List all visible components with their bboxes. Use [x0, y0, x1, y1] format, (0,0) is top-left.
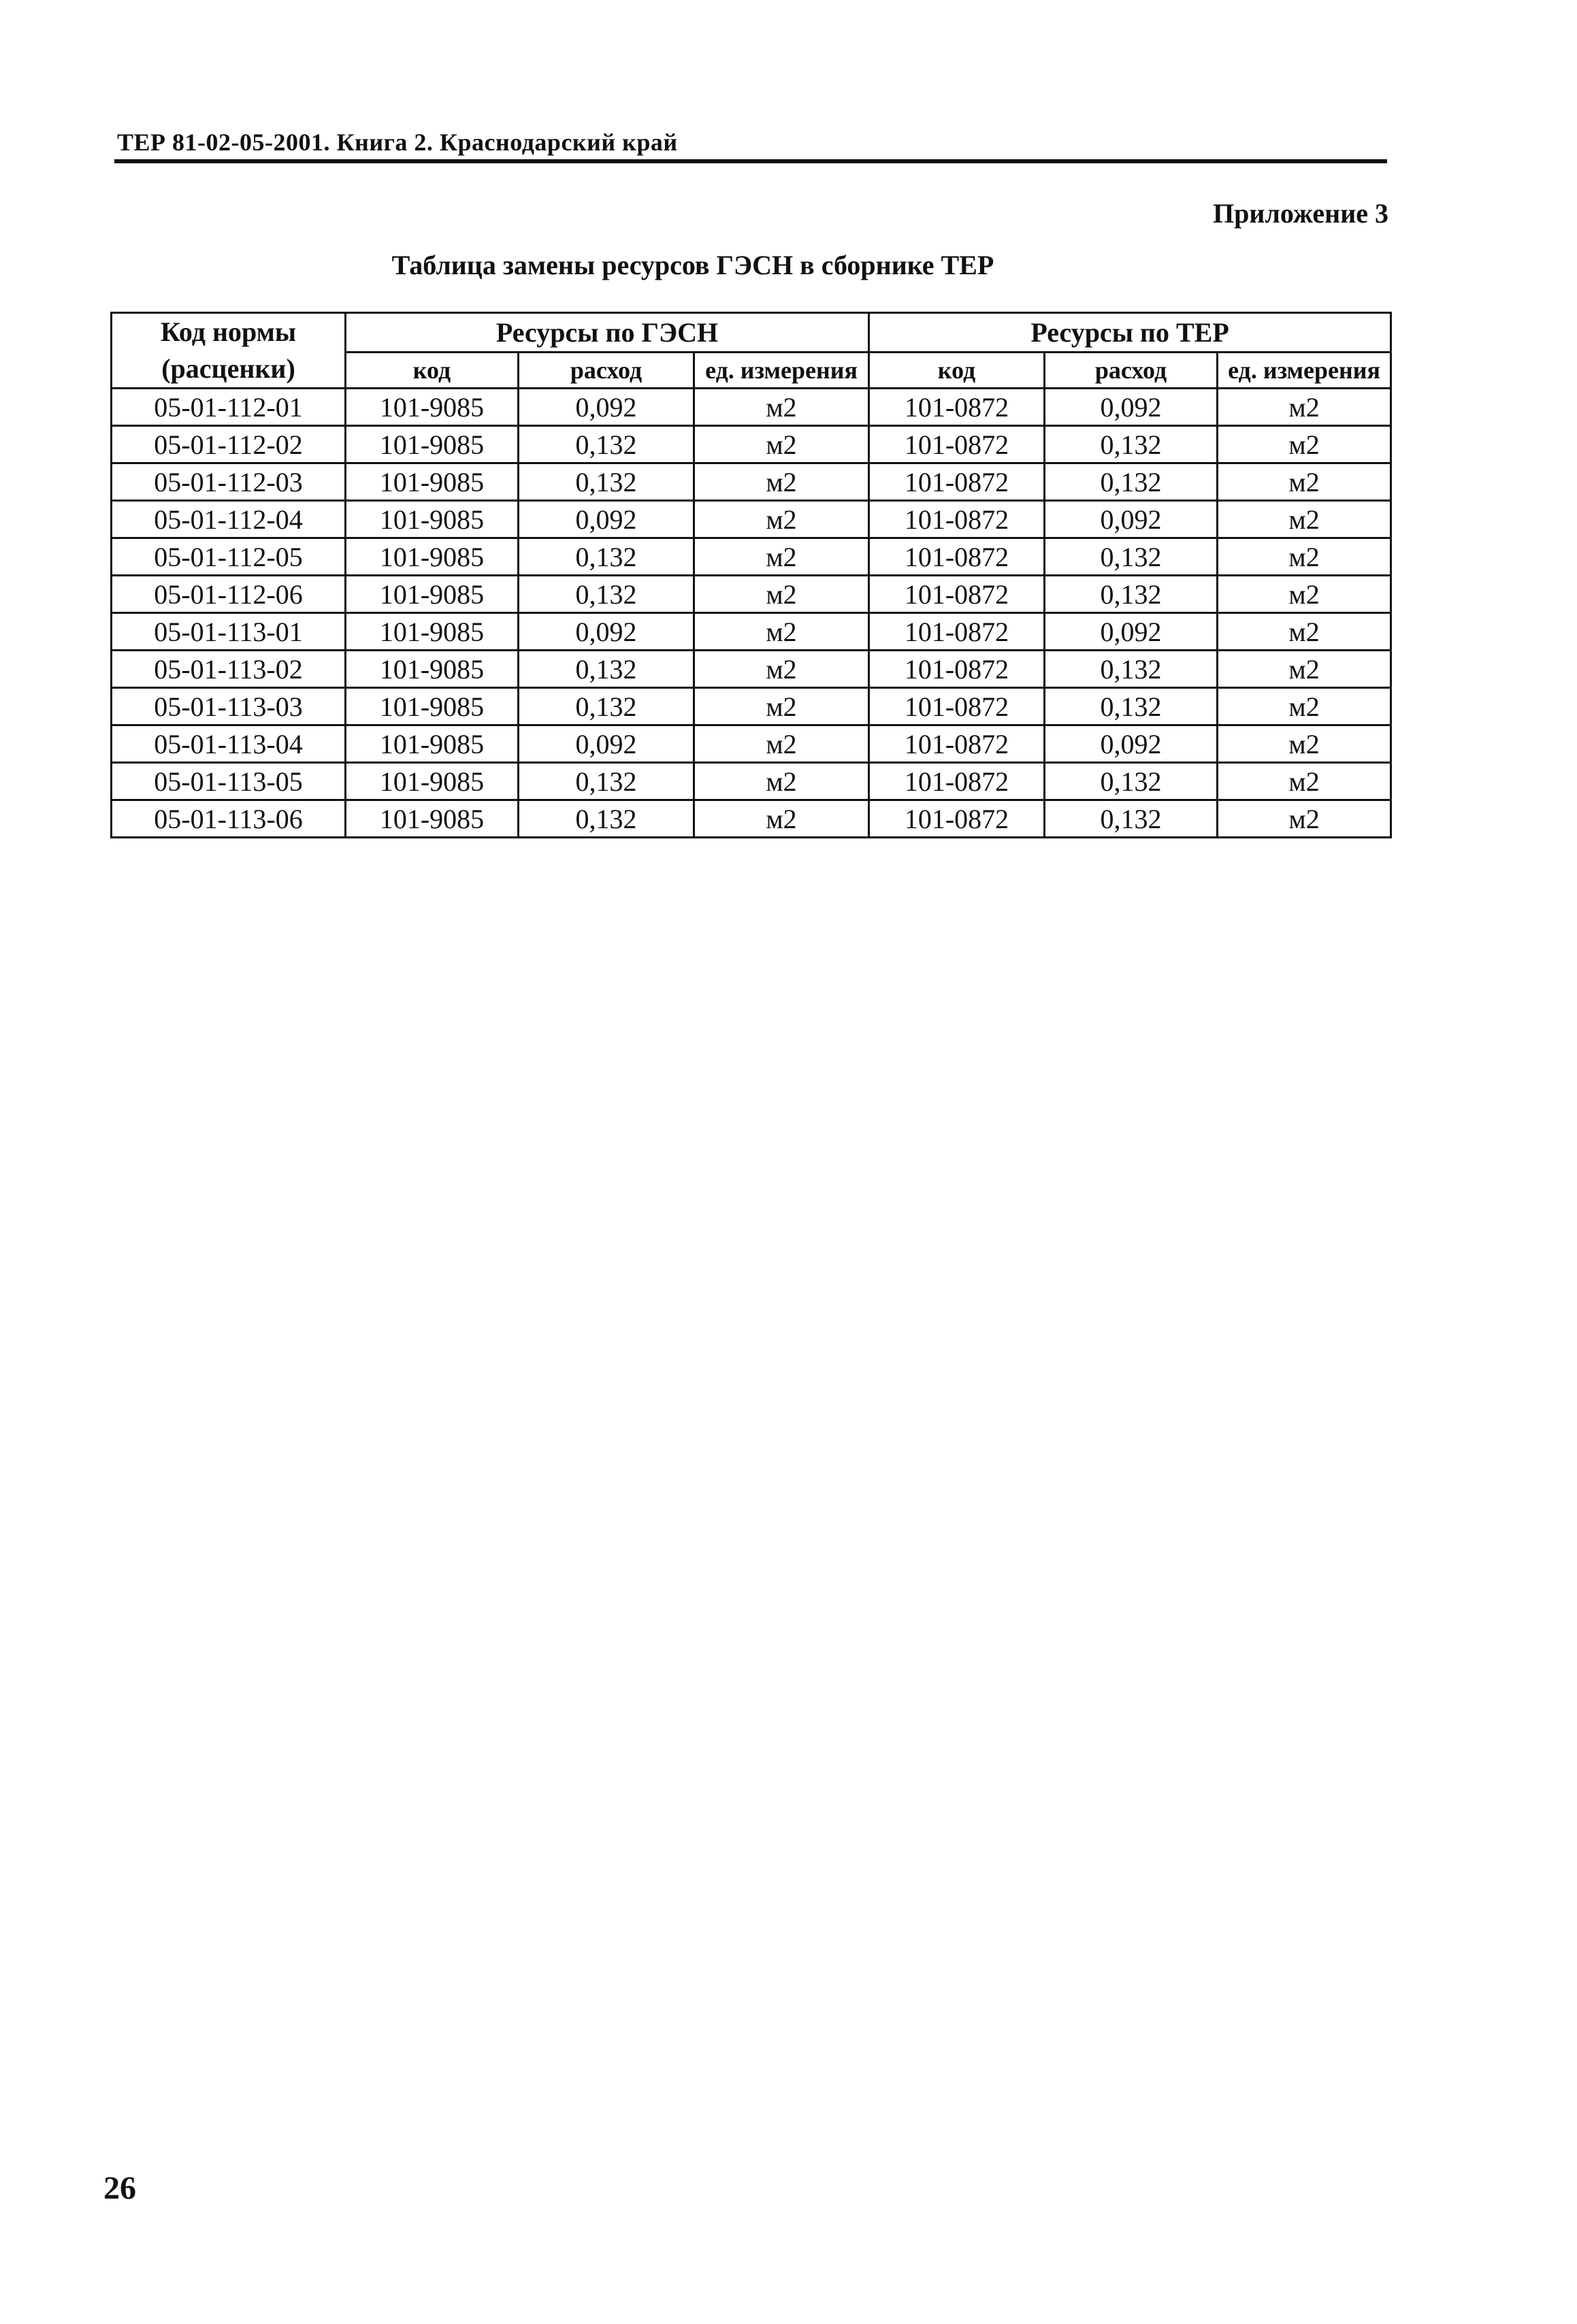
cell-ter-consumption: 0,132 — [1045, 688, 1218, 725]
table-row — [112, 763, 1391, 800]
cell-gesn-code: 101-9085 — [346, 426, 519, 463]
cell-norm-code: 05-01-113-06 — [112, 800, 346, 838]
cell-gesn-code: 101-9085 — [346, 763, 519, 800]
column-header-ter-consumption: расход — [1045, 352, 1218, 388]
cell-gesn-code: 101-9085 — [346, 501, 519, 538]
cell-gesn-consumption: 0,132 — [519, 538, 694, 576]
appendix-label: Приложение 3 — [1213, 198, 1388, 229]
cell-gesn-consumption: 0,132 — [519, 688, 694, 725]
resource-replacement-table — [110, 312, 1392, 838]
cell-norm-code: 05-01-113-02 — [112, 651, 346, 688]
table-row — [112, 613, 1391, 651]
cell-gesn-consumption: 0,092 — [519, 725, 694, 763]
cell-gesn-unit: м2 — [694, 651, 869, 688]
cell-gesn-consumption: 0,132 — [519, 463, 694, 501]
cell-ter-consumption: 0,132 — [1045, 576, 1218, 613]
table-row — [112, 501, 1391, 538]
cell-gesn-unit: м2 — [694, 538, 869, 576]
group-header-ter: Ресурсы по ТЕР — [869, 313, 1391, 353]
cell-ter-consumption: 0,132 — [1045, 538, 1218, 576]
cell-ter-unit: м2 — [1218, 463, 1391, 501]
cell-ter-code: 101-0872 — [869, 501, 1045, 538]
cell-gesn-consumption: 0,132 — [519, 576, 694, 613]
table-row — [112, 426, 1391, 463]
column-header-ter-code: код — [869, 352, 1045, 388]
norm-code-label-line2: (расценки) — [161, 353, 295, 384]
cell-gesn-consumption: 0,132 — [519, 763, 694, 800]
header-divider — [114, 159, 1387, 163]
cell-norm-code: 05-01-112-02 — [112, 426, 346, 463]
column-header-gesn-unit: ед. измерения — [694, 352, 869, 388]
table-row — [112, 538, 1391, 576]
cell-gesn-consumption: 0,092 — [519, 501, 694, 538]
table-row — [112, 800, 1391, 838]
table-row — [112, 688, 1391, 725]
cell-gesn-unit: м2 — [694, 725, 869, 763]
cell-gesn-code: 101-9085 — [346, 725, 519, 763]
cell-norm-code: 05-01-113-01 — [112, 613, 346, 651]
cell-gesn-unit: м2 — [694, 800, 869, 838]
cell-ter-unit: м2 — [1218, 538, 1391, 576]
cell-gesn-code: 101-9085 — [346, 613, 519, 651]
cell-gesn-code: 101-9085 — [346, 463, 519, 501]
cell-ter-consumption: 0,092 — [1045, 501, 1218, 538]
cell-ter-unit: м2 — [1218, 501, 1391, 538]
cell-gesn-unit: м2 — [694, 389, 869, 426]
cell-gesn-unit: м2 — [694, 426, 869, 463]
cell-gesn-code: 101-9085 — [346, 389, 519, 426]
cell-gesn-unit: м2 — [694, 613, 869, 651]
cell-ter-code: 101-0872 — [869, 389, 1045, 426]
cell-ter-consumption: 0,132 — [1045, 651, 1218, 688]
column-header-ter-unit: ед. измерения — [1218, 352, 1391, 388]
cell-ter-consumption: 0,132 — [1045, 426, 1218, 463]
cell-gesn-code: 101-9085 — [346, 651, 519, 688]
cell-ter-unit: м2 — [1218, 725, 1391, 763]
cell-gesn-code: 101-9085 — [346, 800, 519, 838]
cell-ter-unit: м2 — [1218, 389, 1391, 426]
cell-gesn-consumption: 0,092 — [519, 613, 694, 651]
cell-ter-unit: м2 — [1218, 426, 1391, 463]
cell-norm-code: 05-01-112-06 — [112, 576, 346, 613]
cell-gesn-unit: м2 — [694, 576, 869, 613]
cell-ter-code: 101-0872 — [869, 463, 1045, 501]
cell-norm-code: 05-01-113-04 — [112, 725, 346, 763]
norm-code-label-line1: Код нормы — [160, 316, 297, 347]
cell-norm-code: 05-01-112-04 — [112, 501, 346, 538]
cell-ter-code: 101-0872 — [869, 613, 1045, 651]
cell-ter-consumption: 0,132 — [1045, 800, 1218, 838]
cell-norm-code: 05-01-112-05 — [112, 538, 346, 576]
cell-ter-unit: м2 — [1218, 688, 1391, 725]
page-number: 26 — [103, 2170, 136, 2206]
cell-ter-code: 101-0872 — [869, 725, 1045, 763]
cell-ter-unit: м2 — [1218, 763, 1391, 800]
table-row — [112, 576, 1391, 613]
cell-ter-unit: м2 — [1218, 576, 1391, 613]
table-row — [112, 651, 1391, 688]
cell-ter-code: 101-0872 — [869, 688, 1045, 725]
table-row — [112, 389, 1391, 426]
table-title: Таблица замены ресурсов ГЭСН в сборнике ТЕР — [391, 250, 994, 280]
cell-ter-unit: м2 — [1218, 613, 1391, 651]
cell-gesn-unit: м2 — [694, 463, 869, 501]
cell-ter-consumption: 0,092 — [1045, 613, 1218, 651]
cell-ter-consumption: 0,132 — [1045, 463, 1218, 501]
cell-ter-code: 101-0872 — [869, 426, 1045, 463]
cell-gesn-unit: м2 — [694, 763, 869, 800]
column-header-gesn-consumption: расход — [519, 352, 694, 388]
column-header-norm-code — [112, 313, 346, 389]
table-row — [112, 725, 1391, 763]
cell-norm-code: 05-01-112-01 — [112, 389, 346, 426]
cell-gesn-consumption: 0,132 — [519, 426, 694, 463]
running-header: ТЕР 81-02-05-2001. Книга 2. Краснодарский край — [117, 129, 678, 156]
cell-ter-unit: м2 — [1218, 651, 1391, 688]
cell-ter-code: 101-0872 — [869, 800, 1045, 838]
cell-gesn-consumption: 0,092 — [519, 389, 694, 426]
cell-ter-consumption: 0,092 — [1045, 389, 1218, 426]
cell-gesn-unit: м2 — [694, 688, 869, 725]
cell-ter-code: 101-0872 — [869, 538, 1045, 576]
cell-gesn-code: 101-9085 — [346, 688, 519, 725]
cell-norm-code: 05-01-113-05 — [112, 763, 346, 800]
cell-norm-code: 05-01-112-03 — [112, 463, 346, 501]
cell-ter-code: 101-0872 — [869, 576, 1045, 613]
table-row — [112, 463, 1391, 501]
column-header-gesn-code: код — [346, 352, 519, 388]
cell-norm-code: 05-01-113-03 — [112, 688, 346, 725]
cell-gesn-consumption: 0,132 — [519, 651, 694, 688]
cell-ter-unit: м2 — [1218, 800, 1391, 838]
cell-gesn-code: 101-9085 — [346, 576, 519, 613]
cell-ter-consumption: 0,092 — [1045, 725, 1218, 763]
cell-gesn-consumption: 0,132 — [519, 800, 694, 838]
cell-ter-consumption: 0,132 — [1045, 763, 1218, 800]
cell-ter-code: 101-0872 — [869, 651, 1045, 688]
cell-gesn-unit: м2 — [694, 501, 869, 538]
group-header-gesn: Ресурсы по ГЭСН — [346, 313, 869, 353]
cell-gesn-code: 101-9085 — [346, 538, 519, 576]
cell-ter-code: 101-0872 — [869, 763, 1045, 800]
